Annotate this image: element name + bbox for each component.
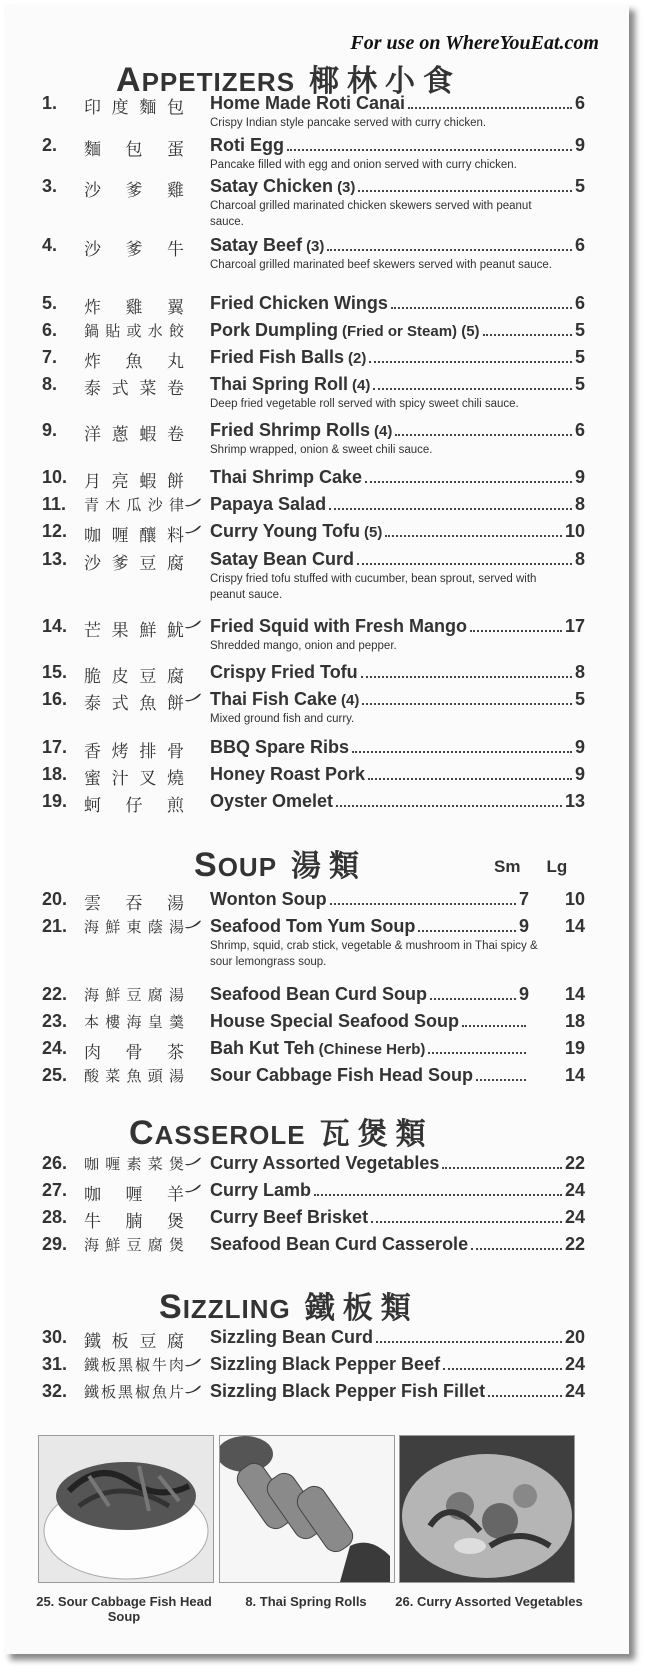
item-name: Wonton Soup xyxy=(210,889,327,909)
item-qty: (Chinese Herb) xyxy=(318,1041,426,1058)
item-price: 9 xyxy=(574,737,585,757)
item-price: 9 xyxy=(574,467,585,487)
item-number: 31. xyxy=(42,1354,68,1374)
item-chinese-name: 香 烤 排 骨 xyxy=(84,742,184,762)
item-chinese-name: 月 亮 蝦 餅 xyxy=(84,472,184,492)
item-number: 23. xyxy=(42,1011,68,1031)
item-number: 22. xyxy=(42,984,68,1004)
item-chinese-name: 青 木 瓜 沙 律 xyxy=(84,496,184,514)
item-number: 13. xyxy=(42,549,68,569)
item-line xyxy=(210,420,585,441)
size-sm-label: Sm xyxy=(494,857,521,876)
item-description: Shrimp, squid, crab stick, vegetable & mushroom in Thai spicy & sour lemongrass soup. xyxy=(210,940,538,968)
watermark: For use on WhereYouEat.com xyxy=(350,32,599,54)
item-name: Roti Egg xyxy=(210,135,284,155)
item-number: 2. xyxy=(42,135,58,155)
item-number: 21. xyxy=(42,916,68,936)
item-line xyxy=(210,1153,585,1174)
item-chinese-name: 本 樓 海 皇 羹 xyxy=(84,1013,184,1031)
item-name: Thai Fish Cake xyxy=(210,689,338,709)
item-chinese-name: 咖 喱 釀 料 xyxy=(84,526,184,546)
soup-size-labels xyxy=(494,857,567,877)
item-number: 15. xyxy=(42,662,68,682)
item-chinese-name: 鍋 貼 或 水 餃 xyxy=(84,322,184,340)
leader-dots xyxy=(376,1341,562,1343)
item-line xyxy=(210,616,585,637)
item-description: Mixed ground fish and curry. xyxy=(210,713,355,725)
item-price: 5 xyxy=(574,320,585,340)
item-description: Shredded mango, onion and pepper. xyxy=(210,640,397,652)
menu-page xyxy=(4,4,629,1654)
item-price-lg: 14 xyxy=(564,1065,585,1085)
item-chinese-name: 咖 喱 羊 xyxy=(84,1185,184,1205)
item-line xyxy=(210,916,529,937)
item-price: 8 xyxy=(574,494,585,514)
item-name: Papaya Salad xyxy=(210,494,327,514)
item-name: Seafood Tom Yum Soup xyxy=(210,916,416,936)
item-name: Thai Shrimp Cake xyxy=(210,467,363,487)
sizzling-section-title: SIZZLING 鐵板類 xyxy=(159,1288,419,1326)
leader-dots xyxy=(327,249,572,251)
item-description: Crispy Indian style pancake served with curry chicken. xyxy=(210,117,487,129)
item-number: 26. xyxy=(42,1153,68,1173)
item-description: Shrimp wrapped, onion & sweet chili sauce. xyxy=(210,444,433,456)
item-number: 8. xyxy=(42,374,58,394)
item-number: 12. xyxy=(42,521,68,541)
item-chinese-name: 沙 爹 豆 腐 xyxy=(84,554,184,574)
item-description: Charcoal grilled marinated beef skewers served with peanut sauce. xyxy=(210,259,552,271)
item-line xyxy=(210,320,585,341)
item-description: Deep fried vegetable roll served with spicy sweet chili sauce. xyxy=(210,398,519,410)
item-price: 6 xyxy=(574,293,585,313)
item-qty: (3) xyxy=(306,238,325,255)
item-price-lg: 14 xyxy=(564,916,585,936)
item-price: 20 xyxy=(564,1327,585,1347)
item-description: Pancake filled with egg and onion served with curry chicken. xyxy=(210,159,517,171)
photo-curry-vegetables xyxy=(399,1435,575,1583)
item-price: 24 xyxy=(564,1180,585,1200)
item-name: Sizzling Bean Curd xyxy=(210,1327,374,1347)
leader-dots xyxy=(365,481,572,483)
leader-dots xyxy=(428,1052,526,1054)
item-price: 24 xyxy=(564,1207,585,1227)
item-price: 13 xyxy=(564,791,585,811)
item-number: 24. xyxy=(42,1038,68,1058)
leader-dots xyxy=(336,805,562,807)
item-price-lg: 14 xyxy=(564,984,585,1004)
item-qty: (4) xyxy=(341,692,360,709)
size-lg-label: Lg xyxy=(546,857,568,876)
item-qty: (2) xyxy=(348,350,367,367)
leader-dots xyxy=(368,778,572,780)
item-price: 10 xyxy=(564,521,585,541)
item-line xyxy=(210,764,585,785)
item-chinese-name: 蜜 汁 叉 燒 xyxy=(84,769,184,789)
item-line xyxy=(210,1011,529,1032)
item-number: 9. xyxy=(42,420,58,440)
item-price-lg: 18 xyxy=(564,1011,585,1031)
item-price: 6 xyxy=(574,93,585,113)
item-price: 5 xyxy=(574,347,585,367)
item-line xyxy=(210,293,585,314)
item-number: 30. xyxy=(42,1327,68,1347)
item-qty: (Fried or Steam) (5) xyxy=(342,323,480,340)
photo-thai-spring-rolls xyxy=(219,1435,395,1583)
item-number: 17. xyxy=(42,737,68,757)
item-chinese-name: 蚵 仔 煎 xyxy=(84,796,184,816)
photo-caption: 25. Sour Cabbage Fish Head Soup xyxy=(36,1594,212,1624)
item-name: Thai Spring Roll xyxy=(210,374,348,394)
item-price-sm: 9 xyxy=(518,916,529,936)
item-line xyxy=(210,521,585,542)
item-name: Seafood Bean Curd Casserole xyxy=(210,1234,469,1254)
item-chinese-name: 鐵 板 黑 椒 魚 片 xyxy=(84,1383,184,1401)
leader-dots xyxy=(373,388,572,390)
item-number: 19. xyxy=(42,791,68,811)
item-price-sm: 9 xyxy=(518,984,529,1004)
item-line xyxy=(210,889,529,910)
item-line xyxy=(210,689,585,710)
item-chinese-name: 牛 腩 煲 xyxy=(84,1212,184,1232)
item-name: Seafood Bean Curd Soup xyxy=(210,984,428,1004)
item-price: 24 xyxy=(564,1354,585,1374)
item-line xyxy=(210,1065,529,1086)
item-price: 9 xyxy=(574,764,585,784)
item-number: 7. xyxy=(42,347,58,367)
chili-pepper-icon xyxy=(184,497,202,507)
chili-pepper-icon xyxy=(184,692,202,702)
leader-dots xyxy=(362,703,572,705)
item-name: Fried Fish Balls xyxy=(210,347,345,367)
item-chinese-name: 海 鮮 東 蔭 湯 xyxy=(84,918,184,936)
item-qty: (5) xyxy=(364,524,383,541)
item-chinese-name: 泰 式 菜 卷 xyxy=(84,379,184,399)
item-line xyxy=(210,549,585,570)
item-chinese-name: 洋 蔥 蝦 卷 xyxy=(84,425,184,445)
item-name: Honey Roast Pork xyxy=(210,764,366,784)
leader-dots xyxy=(361,676,572,678)
item-line xyxy=(210,791,585,812)
item-line xyxy=(210,235,585,256)
item-qty: (4) xyxy=(352,377,371,394)
item-number: 14. xyxy=(42,616,68,636)
item-name: Curry Assorted Vegetables xyxy=(210,1153,440,1173)
item-name: Bah Kut Teh xyxy=(210,1038,315,1058)
item-name: Curry Lamb xyxy=(210,1180,312,1200)
chili-pepper-icon xyxy=(184,1384,202,1394)
item-number: 5. xyxy=(42,293,58,313)
item-name: Sizzling Black Pepper Fish Fillet xyxy=(210,1381,486,1401)
leader-dots xyxy=(418,930,516,932)
item-number: 6. xyxy=(42,320,58,340)
leader-dots xyxy=(488,1395,562,1397)
item-chinese-name: 沙 爹 雞 xyxy=(84,181,184,201)
item-number: 27. xyxy=(42,1180,68,1200)
leader-dots xyxy=(314,1194,562,1196)
leader-dots xyxy=(442,1167,562,1169)
photo-caption: 8. Thai Spring Rolls xyxy=(245,1594,367,1609)
chili-pepper-icon xyxy=(184,1183,202,1193)
item-chinese-name: 海 鮮 豆 腐 湯 xyxy=(84,986,184,1004)
item-line xyxy=(210,1038,529,1059)
item-number: 18. xyxy=(42,764,68,784)
item-price: 5 xyxy=(574,689,585,709)
appetizers-section-title: APPETIZERS 椰林小食 xyxy=(116,61,462,99)
soup-section-title: SOUP 湯類 xyxy=(194,846,368,884)
item-chinese-name: 麵 包 蛋 xyxy=(84,140,184,160)
item-line xyxy=(210,1327,585,1348)
leader-dots xyxy=(369,361,572,363)
item-number: 20. xyxy=(42,889,68,909)
item-line xyxy=(210,1354,585,1375)
leader-dots xyxy=(385,535,562,537)
item-description: Charcoal grilled marinated chicken skewers served with peanut sauce. xyxy=(210,200,532,228)
item-line xyxy=(210,1180,585,1201)
item-price: 22 xyxy=(564,1234,585,1254)
leader-dots xyxy=(470,630,562,632)
item-price-lg: 10 xyxy=(564,889,585,909)
item-name: Crispy Fried Tofu xyxy=(210,662,358,682)
item-description: Crispy fried tofu stuffed with cucumber, bean sprout, served with peanut sauce. xyxy=(210,573,537,601)
leader-dots xyxy=(430,998,516,1000)
item-chinese-name: 印 度 麵 包 xyxy=(84,98,184,118)
item-chinese-name: 肉 骨 茶 xyxy=(84,1043,184,1063)
item-line xyxy=(210,1381,585,1402)
item-name: Satay Beef xyxy=(210,235,303,255)
item-number: 10. xyxy=(42,467,68,487)
item-name: Pork Dumpling xyxy=(210,320,339,340)
leader-dots xyxy=(329,508,572,510)
item-number: 16. xyxy=(42,689,68,709)
item-line xyxy=(210,176,585,197)
photo-caption: 26. Curry Assorted Vegetables xyxy=(395,1594,583,1609)
item-number: 28. xyxy=(42,1207,68,1227)
item-name: Satay Bean Curd xyxy=(210,549,355,569)
item-line xyxy=(210,135,585,156)
item-qty: (4) xyxy=(374,423,393,440)
leader-dots xyxy=(476,1079,526,1081)
leader-dots xyxy=(352,751,572,753)
item-chinese-name: 咖 喱 素 菜 煲 xyxy=(84,1155,184,1173)
item-chinese-name: 沙 爹 牛 xyxy=(84,240,184,260)
item-line xyxy=(210,1234,585,1255)
item-price: 6 xyxy=(574,235,585,255)
item-name: Curry Beef Brisket xyxy=(210,1207,369,1227)
item-number: 3. xyxy=(42,176,58,196)
item-price: 22 xyxy=(564,1153,585,1173)
leader-dots xyxy=(391,307,572,309)
item-price: 8 xyxy=(574,549,585,569)
item-chinese-name: 酸 菜 魚 頭 湯 xyxy=(84,1067,184,1085)
item-line xyxy=(210,984,529,1005)
item-number: 4. xyxy=(42,235,58,255)
chili-pepper-icon xyxy=(184,919,202,929)
item-name: Sour Cabbage Fish Head Soup xyxy=(210,1065,474,1085)
leader-dots xyxy=(287,149,572,151)
item-name: Curry Young Tofu xyxy=(210,521,360,541)
item-number: 25. xyxy=(42,1065,68,1085)
item-chinese-name: 芒 果 鮮 魷 xyxy=(84,621,184,641)
item-price: 5 xyxy=(574,176,585,196)
item-line xyxy=(210,347,585,368)
item-name: Home Made Roti Canai xyxy=(210,93,406,113)
chili-pepper-icon xyxy=(184,619,202,629)
chili-pepper-icon xyxy=(184,524,202,534)
leader-dots xyxy=(462,1025,526,1027)
item-line xyxy=(210,374,585,395)
item-price-lg: 19 xyxy=(564,1038,585,1058)
leader-dots xyxy=(408,107,572,109)
item-chinese-name: 炸 魚 丸 xyxy=(84,352,184,372)
item-name: Satay Chicken xyxy=(210,176,334,196)
item-chinese-name: 炸 雞 翼 xyxy=(84,298,184,318)
item-line xyxy=(210,662,585,683)
item-price: 24 xyxy=(564,1381,585,1401)
item-number: 29. xyxy=(42,1234,68,1254)
leader-dots xyxy=(357,563,572,565)
item-qty: (3) xyxy=(337,179,356,196)
item-number: 32. xyxy=(42,1381,68,1401)
leader-dots xyxy=(371,1221,562,1223)
leader-dots xyxy=(395,434,572,436)
item-name: Fried Shrimp Rolls xyxy=(210,420,371,440)
item-price: 5 xyxy=(574,374,585,394)
item-name: BBQ Spare Ribs xyxy=(210,737,350,757)
chili-pepper-icon xyxy=(184,1357,202,1367)
item-line xyxy=(210,93,585,114)
item-number: 11. xyxy=(42,494,67,514)
leader-dots xyxy=(330,903,516,905)
item-price: 8 xyxy=(574,662,585,682)
item-name: Fried Chicken Wings xyxy=(210,293,388,313)
item-line xyxy=(210,494,585,515)
item-chinese-name: 雲 吞 湯 xyxy=(84,894,184,914)
item-chinese-name: 鐵 板 黑 椒 牛 肉 xyxy=(84,1356,184,1374)
leader-dots xyxy=(358,190,572,192)
leader-dots xyxy=(443,1368,562,1370)
casserole-section-title: CASSEROLE 瓦煲類 xyxy=(129,1114,434,1152)
item-chinese-name: 泰 式 魚 餅 xyxy=(84,694,184,714)
item-name: House Special Seafood Soup xyxy=(210,1011,460,1031)
item-number: 1. xyxy=(42,93,58,113)
item-price: 9 xyxy=(574,135,585,155)
item-price: 17 xyxy=(564,616,585,636)
item-price: 6 xyxy=(574,420,585,440)
item-line xyxy=(210,737,585,758)
item-name: Oyster Omelet xyxy=(210,791,334,811)
item-name: Sizzling Black Pepper Beef xyxy=(210,1354,441,1374)
chili-pepper-icon xyxy=(184,1156,202,1166)
item-line xyxy=(210,467,585,488)
item-chinese-name: 脆 皮 豆 腐 xyxy=(84,667,184,687)
item-name: Fried Squid with Fresh Mango xyxy=(210,616,468,636)
item-chinese-name: 鐵 板 豆 腐 xyxy=(84,1332,184,1352)
leader-dots xyxy=(483,334,572,336)
photo-sour-cabbage-soup xyxy=(38,1435,214,1583)
item-line xyxy=(210,1207,585,1228)
leader-dots xyxy=(471,1248,562,1250)
item-price-sm: 7 xyxy=(518,889,529,909)
item-chinese-name: 海 鮮 豆 腐 煲 xyxy=(84,1236,184,1254)
